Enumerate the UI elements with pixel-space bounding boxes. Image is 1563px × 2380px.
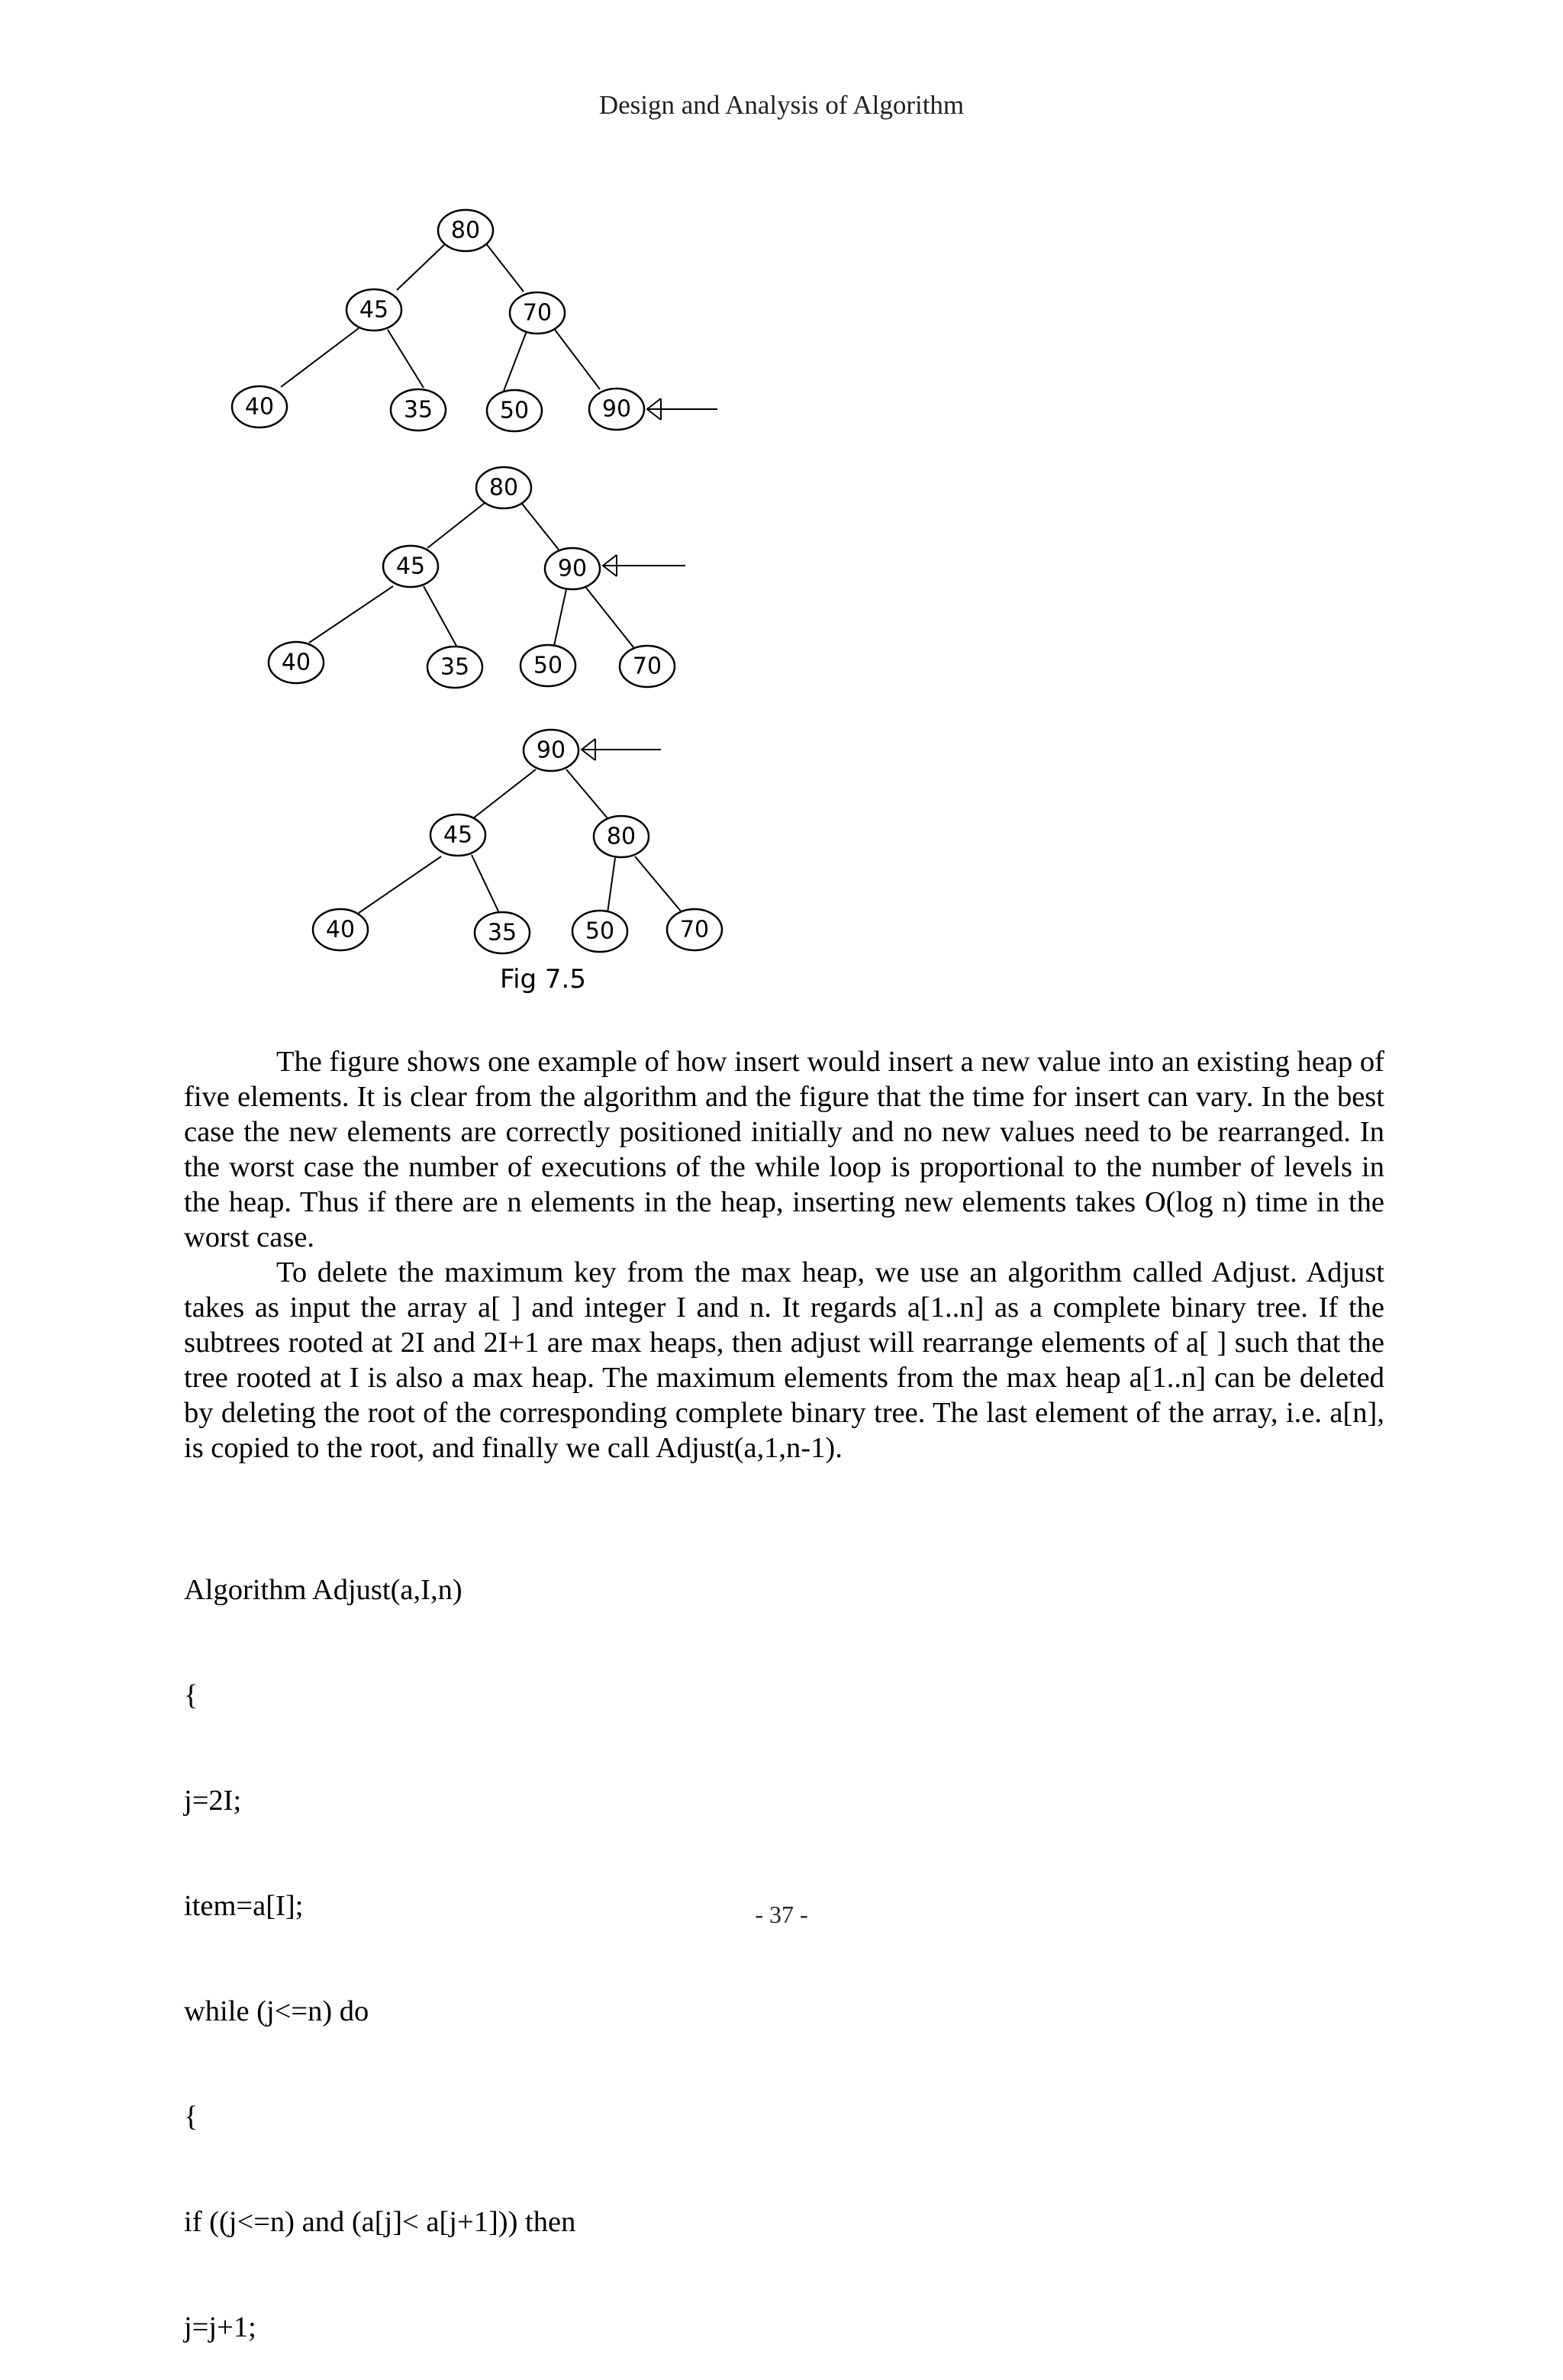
code-line: { <box>184 2101 198 2133</box>
algorithm-code <box>184 1502 575 2380</box>
node-label: 35 <box>440 653 470 681</box>
tree-edge <box>635 856 682 913</box>
node-label: 35 <box>403 396 433 424</box>
tree-edge <box>397 243 446 290</box>
node-label: 45 <box>359 296 389 324</box>
heap-tree-step-2 <box>269 467 685 688</box>
code-line: item=a[I]; <box>184 1890 304 1922</box>
code-line: Algorithm Adjust(a,I,n) <box>184 1574 462 1606</box>
heap-tree-step-1 <box>232 210 717 431</box>
tree-edge <box>424 586 456 646</box>
tree-edge <box>472 855 499 913</box>
tree-edge <box>566 769 607 818</box>
node-label: 90 <box>536 737 566 764</box>
tree-edge <box>554 589 566 646</box>
node-label: 90 <box>557 555 588 582</box>
node-label: 45 <box>443 821 473 849</box>
node-label: 70 <box>522 299 553 327</box>
heap-tree-step-3 <box>313 730 722 953</box>
tree-edge <box>309 586 393 643</box>
tree-edge <box>359 856 441 913</box>
paragraph: The figure shows one example of how insert would insert a new value into an existing heap of five elements. It is clear from the algorithm and the figure that the time for insert can vary. In the best case the new elements are correctly positioned initially and no new values need to be rearranged. In the worst case the number of executions of the while loop is proportional to the number of levels in the heap. Thus if there are n elements in the heap, inserting new elements takes O(log n) time in the worst case. <box>184 1046 1384 1253</box>
node-label: 40 <box>244 393 275 421</box>
node-label: 80 <box>450 217 481 244</box>
node-label: 45 <box>395 553 426 580</box>
tree-edge <box>586 588 633 647</box>
body-text <box>184 1044 1384 1466</box>
code-line: while (j<=n) do <box>184 1995 369 2027</box>
node-label: 50 <box>499 397 530 424</box>
arrow-icon <box>603 555 685 576</box>
tree-edge <box>555 330 600 389</box>
node-label: 50 <box>585 917 615 945</box>
tree-edge <box>473 769 536 818</box>
heap-figure <box>0 0 1563 1023</box>
tree-edge <box>427 500 488 548</box>
code-line: j=j+1; <box>184 2311 256 2343</box>
tree-edge <box>504 331 527 391</box>
node-label: 70 <box>632 653 662 680</box>
code-line: if ((j<=n) and (a[j]< a[j+1])) then <box>184 2206 576 2238</box>
node-label: 90 <box>601 395 632 423</box>
code-line: { <box>184 1679 198 1711</box>
node-label: 40 <box>281 649 311 676</box>
node-label: 80 <box>488 474 519 501</box>
node-label: 35 <box>487 919 517 947</box>
tree-edge <box>485 243 524 292</box>
node-label: 40 <box>325 916 356 943</box>
paragraph: To delete the maximum key from the max heap, we use an algorithm called Adjust. Adjust takes as input the array a[ ] and integer I and n. It regards a[1..n] as a complete binary tree. If the subtrees rooted at 2I and 2I+1 are max heaps, then adjust will rearrange elements of a[ ] such that the tree rooted at I is also a max heap. The maximum elements from the max heap a[1..n] can be deleted by deleting the root of the corresponding complete binary tree. The last element of the array, i.e. a[n], is copied to the root, and finally we call Adjust(a,1,n-1). <box>184 1256 1384 1464</box>
code-line: j=2I; <box>184 1785 242 1817</box>
tree-edge <box>519 500 559 550</box>
tree-edge <box>281 328 359 387</box>
node-label: 70 <box>679 916 710 943</box>
page-number: - 37 - <box>755 1901 808 1928</box>
tree-edge <box>607 858 615 913</box>
figure-caption: Fig 7.5 <box>500 964 586 995</box>
arrow-icon <box>647 398 717 420</box>
arrow-icon <box>582 739 661 760</box>
node-label: 80 <box>606 823 636 850</box>
page-header: Design and Analysis of Algorithm <box>598 90 965 120</box>
node-label: 50 <box>533 652 563 679</box>
tree-edge <box>388 330 424 388</box>
